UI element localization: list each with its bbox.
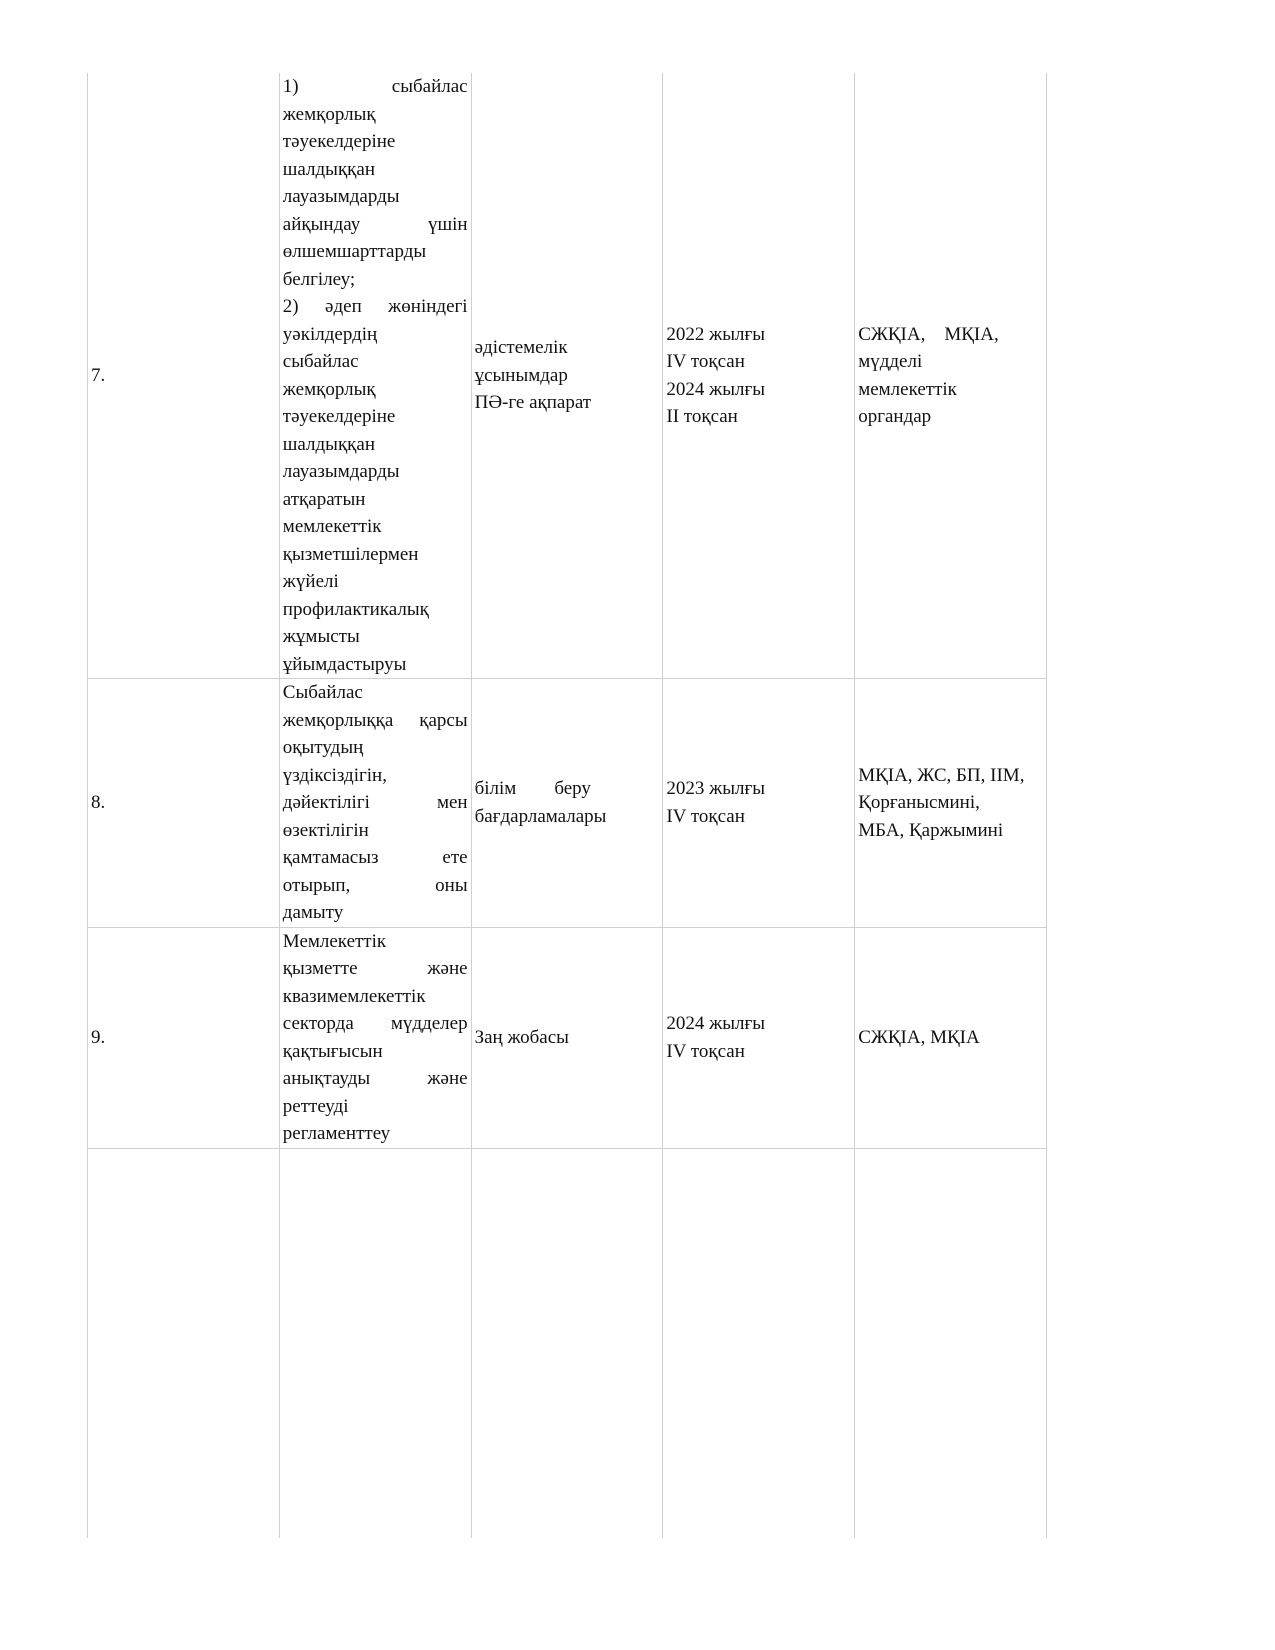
- cell-text: 7.: [91, 364, 106, 386]
- row-number-cell: [88, 1148, 280, 1538]
- cell-text-line: жемқорлық: [282, 378, 376, 400]
- cell-text-line: қақтығысын: [282, 1040, 383, 1062]
- cell-text-line: жемқорлық: [282, 103, 376, 125]
- cell-text-line: профилактикалық: [282, 598, 429, 620]
- cell-text-line: өзектілігін: [282, 819, 369, 841]
- cell-text-line: 2024 жылғы: [666, 378, 766, 400]
- cell-text-line: сыбайлас: [282, 351, 359, 372]
- responsible-cell: [855, 927, 1047, 1148]
- activity-cell: [279, 927, 471, 1148]
- cell-text-line: шалдыққан: [282, 158, 376, 180]
- cell-text-line: өлшемшарттарды: [282, 241, 427, 262]
- cell-text-line: Сыбайлас: [282, 682, 363, 703]
- row-number-cell: [88, 927, 280, 1148]
- cell-text-line: дамыту: [282, 902, 344, 923]
- cell-text-line: айқындау үшін: [282, 213, 468, 235]
- cell-text-line: мемлекеттік: [282, 516, 382, 537]
- cell-text-line: секторда мүдделер: [282, 1013, 468, 1034]
- cell-text-line: органдар: [858, 406, 932, 427]
- cell-text-line: атқаратын: [282, 488, 366, 510]
- cell-text-line: уәкілдердің: [282, 323, 378, 345]
- cell-text-line: белгілеу;: [282, 268, 356, 290]
- cell-text-line: лауазымдарды: [282, 186, 400, 207]
- cell-text-line: мүдделі: [858, 351, 923, 372]
- deadline-cell: [663, 73, 855, 679]
- cell-text-line: қызметшілермен: [282, 543, 419, 565]
- cell-text-line: 1) сыбайлас: [282, 76, 468, 97]
- cell-text-line: СЖҚІА, МҚІА: [858, 1026, 980, 1048]
- cell-text-line: жемқорлыққа қарсы: [282, 709, 468, 731]
- responsible-cell: [855, 1148, 1047, 1538]
- cell-text-line: 2022 жылғы: [666, 323, 766, 345]
- cell-text-line: Заң жобасы: [474, 1026, 569, 1048]
- table-row: [88, 679, 1047, 928]
- cell-text-line: квазимемлекеттік: [282, 985, 426, 1007]
- cell-text-line: бағдарламалары: [474, 805, 607, 827]
- responsible-cell: [855, 679, 1047, 928]
- activity-cell: [279, 73, 471, 679]
- completion-form-cell: [471, 1148, 663, 1538]
- cell-text-line: дәйектілігі мен: [282, 792, 468, 813]
- cell-text-line: отырып, оны: [282, 874, 468, 896]
- cell-text-line: мемлекеттік: [858, 378, 957, 400]
- cell-text-line: қамтамасыз ете: [282, 847, 468, 868]
- cell-text-line: 2) әдеп жөніндегі: [282, 296, 468, 317]
- table-row: [88, 927, 1047, 1148]
- cell-text-line: анықтауды және: [282, 1068, 468, 1089]
- cell-text-line: МҚІА, ЖС, БП, ІІМ,: [858, 764, 1025, 786]
- cell-text-line: ұйымдастыруы: [282, 653, 407, 675]
- deadline-cell: [663, 927, 855, 1148]
- completion-form-cell: [471, 73, 663, 679]
- cell-text-line: МБА, Қаржымині: [858, 819, 1004, 841]
- cell-text-line: II тоқсан: [666, 406, 738, 427]
- responsible-cell: [855, 73, 1047, 679]
- cell-text-line: шалдыққан: [282, 433, 376, 455]
- cell-text-line: IV тоқсан: [666, 1040, 745, 1062]
- cell-text: 8.: [91, 792, 106, 813]
- cell-text-line: 2023 жылғы: [666, 778, 766, 800]
- cell-text: 9.: [91, 1026, 106, 1048]
- cell-text-line: IV тоқсан: [666, 805, 745, 827]
- deadline-cell: [663, 679, 855, 928]
- cell-text-line: СЖҚІА, МҚІА,: [858, 323, 999, 345]
- completion-form-cell: [471, 679, 663, 928]
- cell-text-line: тәуекелдеріне: [282, 406, 396, 427]
- row-number-cell: [88, 73, 280, 679]
- cell-text-line: лауазымдарды: [282, 461, 400, 482]
- cell-text-line: әдістемелік: [474, 337, 568, 359]
- completion-form-cell: [471, 927, 663, 1148]
- table-body: [88, 73, 1047, 1538]
- cell-text-line: үздіксіздігін,: [282, 764, 387, 786]
- cell-text-line: ПӘ-ге ақпарат: [474, 392, 592, 414]
- cell-text-line: 2024 жылғы: [666, 1013, 766, 1034]
- cell-text-line: ұсынымдар: [474, 364, 568, 386]
- action-plan-table: [87, 73, 1047, 1538]
- cell-text-line: тәуекелдеріне: [282, 131, 396, 152]
- cell-text-line: жүйелі: [282, 571, 339, 592]
- activity-cell: [279, 1148, 471, 1538]
- cell-text-line: Қорғанысмині,: [858, 792, 980, 813]
- cell-text-line: регламенттеу: [282, 1123, 391, 1144]
- cell-text-line: білім беру: [474, 778, 591, 800]
- row-number-cell: [88, 679, 280, 928]
- table-row: [88, 73, 1047, 679]
- cell-text-line: Мемлекеттік: [282, 930, 387, 952]
- cell-text-line: IV тоқсан: [666, 351, 745, 372]
- cell-text-line: оқытудың: [282, 737, 364, 758]
- activity-cell: [279, 679, 471, 928]
- cell-text-line: жұмысты: [282, 626, 360, 647]
- cell-text-line: қызметте және: [282, 958, 468, 979]
- cell-text-line: реттеуді: [282, 1095, 349, 1117]
- deadline-cell: [663, 1148, 855, 1538]
- table-row: [88, 1148, 1047, 1538]
